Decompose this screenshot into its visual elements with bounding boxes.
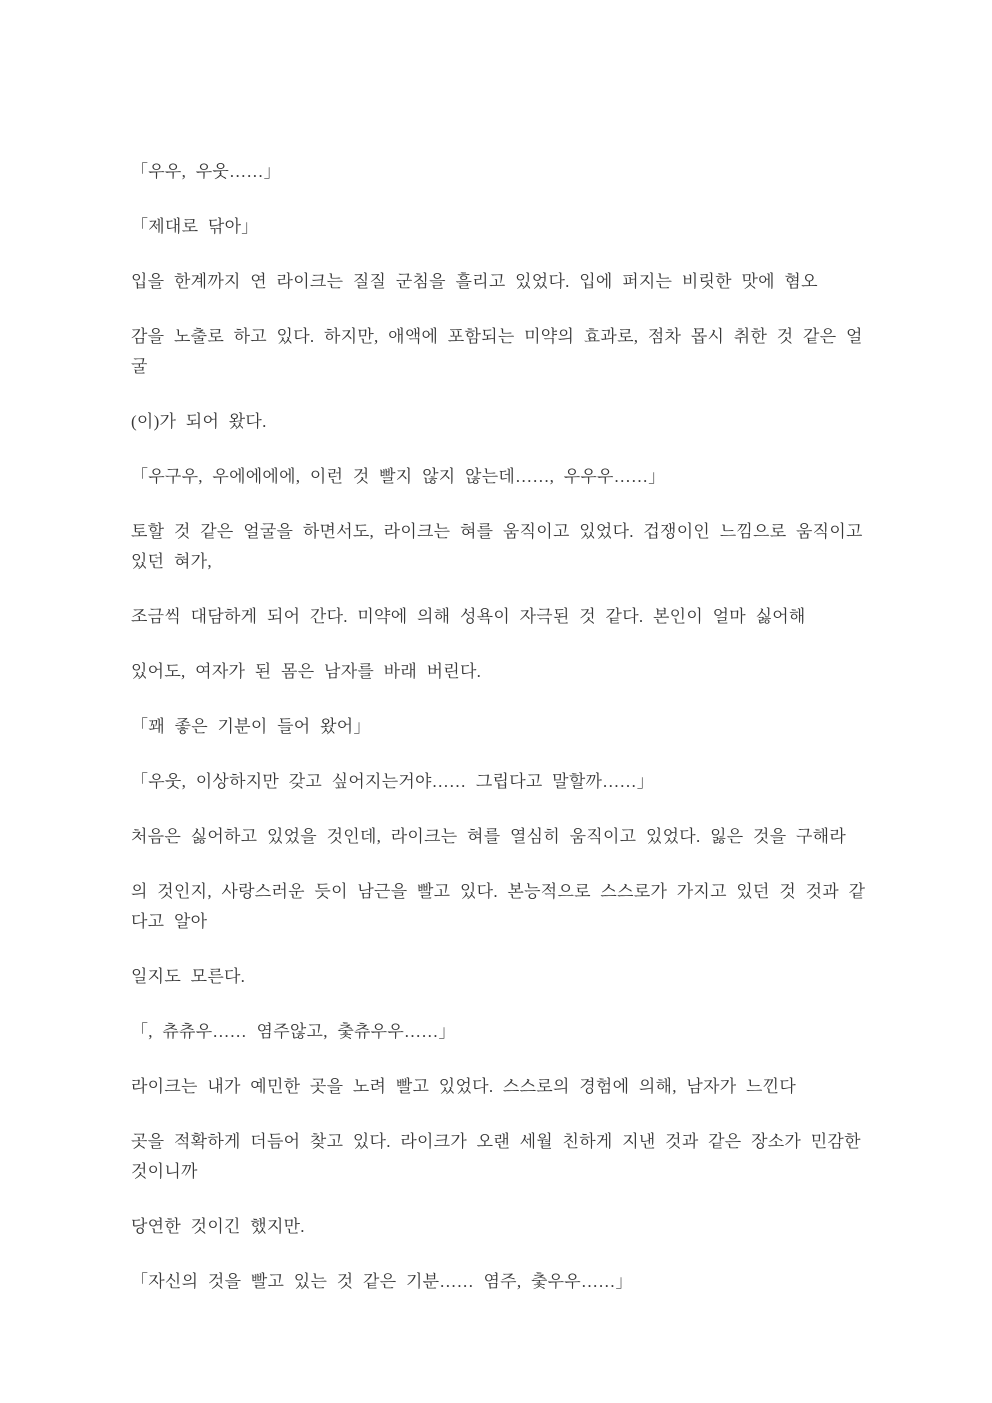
narration-line: 당연한 것이긴 했지만. (131, 1217, 305, 1236)
dialogue-line: 「우구우, 우에에에에, 이런 것 빨지 않지 않는데……, 우우우……」 (131, 467, 666, 486)
narration-line: (이)가 되어 왔다. (131, 412, 267, 431)
narration-line: 처음은 싫어하고 있었을 것인데, 라이크는 혀를 열심히 움직이고 있었다. 잃은 것을 구해라 (131, 827, 847, 846)
narration-line: 있어도, 여자가 된 몸은 남자를 바래 버린다. (131, 662, 482, 681)
narration-line: 입을 한계까지 연 라이크는 질질 군침을 흘리고 있었다. 입에 퍼지는 비릿한 맛에 혐오 (131, 272, 818, 291)
dialogue-line: 「꽤 좋은 기분이 들어 왔어」 (131, 717, 371, 736)
narration-line: 라이크는 내가 예민한 곳을 노려 빨고 있었다. 스스로의 경험에 의해, 남자가 느낀다 (131, 1077, 797, 1096)
dialogue-line: 「제대로 닦아」 (131, 217, 259, 236)
dialogue-line: 「, 츄츄우…… 염주않고, 춫츄우우……」 (131, 1022, 456, 1041)
dialogue-line: 「우웃, 이상하지만 갖고 싶어지는거야…… 그립다고 말할까……」 (131, 772, 654, 791)
narration-line: 토할 것 같은 얼굴을 하면서도, 라이크는 혀를 움직이고 있었다. 겁쟁이인 느낌으로 움직이고 있던 혀가, (131, 522, 863, 571)
narration-line: 곳을 적확하게 더듬어 찾고 있다. 라이크가 오랜 세월 친하게 지낸 것과 같은 장소가 민감한 것이니까 (131, 1132, 861, 1181)
narration-line: 감을 노출로 하고 있다. 하지만, 애액에 포함되는 미약의 효과로, 점차 몹시 취한 것 같은 얼굴 (131, 327, 863, 376)
dialogue-line: 「우우, 우웃……」 (131, 162, 281, 181)
narration-line: 일지도 모른다. (131, 967, 246, 986)
dialogue-line: 「자신의 것을 빨고 있는 것 같은 기분…… 염주, 춫우우……」 (131, 1272, 633, 1291)
narration-line: 조금씩 대담하게 되어 간다. 미약에 의해 성욕이 자극된 것 같다. 본인이 얼마 싫어해 (131, 607, 806, 626)
narration-line: 의 것인지, 사랑스러운 듯이 남근을 빨고 있다. 본능적으로 스스로가 가지고 있던 것 것과 같다고 알아 (131, 882, 866, 931)
